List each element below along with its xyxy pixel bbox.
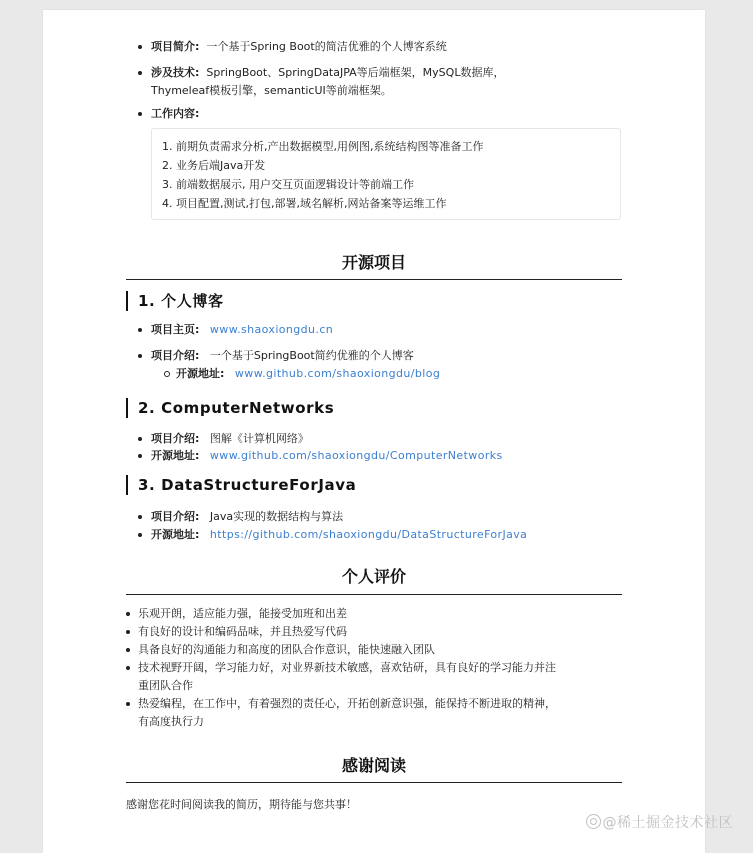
project-info-list [126, 38, 622, 56]
section-title-thanks: 感谢阅读 [341, 756, 406, 775]
section-divider [126, 782, 622, 783]
work-content-box [151, 128, 621, 220]
section-divider [126, 594, 622, 595]
blog-details [126, 321, 622, 339]
blog-repo-link[interactable]: www.github.com/shaoxiongdu/blog [234, 367, 441, 380]
work-item: 2. 业务后端Java开发 [162, 159, 266, 172]
tech-list [126, 64, 622, 100]
work-item: 4. 项目配置,测试,打包,部署,域名解析,网站备案等运维工作 [162, 197, 447, 210]
list-item: 有良好的设计和编码品味，并且热爱写代码 [126, 623, 622, 641]
list-item: 乐观开朗，适应能力强，能接受加班和出差 [126, 605, 622, 623]
work-list [126, 105, 622, 123]
ds-details [126, 508, 622, 544]
cn-details [126, 430, 622, 462]
resume-page [43, 10, 705, 853]
list-item: 项目介绍: 一个基于SpringBoot简约优雅的个人博客 [126, 347, 622, 365]
project-heading-computer-networks: 2. ComputerNetworks [126, 398, 334, 418]
section-title-evaluation: 个人评价 [341, 567, 406, 586]
project-heading-data-structure: 3. DataStructureForJava [126, 475, 356, 495]
list-item: 项目简介: 一个基于Spring Boot的简洁优雅的个人博客系统 [126, 38, 622, 56]
watermark: @稀土掘金技术社区 [586, 812, 734, 832]
list-item: 技术视野开阔，学习能力好，对业界新技术敏感，喜欢钻研，具有良好的学习能力并注 重团队合作 [126, 659, 622, 695]
juejin-logo-icon [586, 814, 601, 829]
list-item: 开源地址: www.github.com/shaoxiongdu/blog [126, 365, 622, 383]
cn-repo-link[interactable]: www.github.com/shaoxiongdu/ComputerNetworks [209, 449, 503, 462]
list-item: 具备良好的沟通能力和高度的团队合作意识，能快速融入团队 [126, 641, 622, 659]
section-title-open-source: 开源项目 [341, 253, 406, 272]
ds-repo-link[interactable]: https://github.com/shaoxiongdu/DataStructureForJava [209, 528, 528, 541]
list-item: 涉及技术: SpringBoot、SpringDataJPA等后端框架，MySQL数据库， Thymeleaf模板引擎，semanticUI等前端框架。 [126, 64, 622, 100]
section-divider [126, 279, 622, 280]
list-item: 工作内容: [126, 105, 622, 123]
list-item: 热爱编程，在工作中，有着强烈的责任心，开拓创新意识强，能保持不断进取的精神， 有高度执行力 [126, 695, 622, 731]
blog-home-link[interactable]: www.shaoxiongdu.cn [209, 323, 334, 336]
list-item: 项目主页: www.shaoxiongdu.cn [126, 321, 622, 339]
cn-details-clip [126, 430, 622, 462]
work-item: 3. 前端数据展示, 用户交互页面逻辑设计等前端工作 [162, 178, 414, 191]
list-item: 项目介绍: Java实现的数据结构与算法 [126, 508, 622, 526]
list-item: 项目介绍: 图解《计算机网络》 [126, 430, 622, 447]
blog-intro [126, 347, 622, 383]
list-item: 开源地址: www.github.com/shaoxiongdu/ComputerNetworks [126, 447, 622, 462]
work-item: 1. 前期负责需求分析,产出数据模型,用例图,系统结构图等准备工作 [162, 140, 484, 153]
thanks-text: 感谢您花时间阅读我的简历，期待能与您共事！ [126, 798, 357, 811]
list-item: 开源地址: https://github.com/shaoxiongdu/DataStructureForJava [126, 526, 622, 544]
project-heading-blog: 1. 个人博客 [126, 291, 224, 311]
evaluation-list [126, 605, 622, 731]
